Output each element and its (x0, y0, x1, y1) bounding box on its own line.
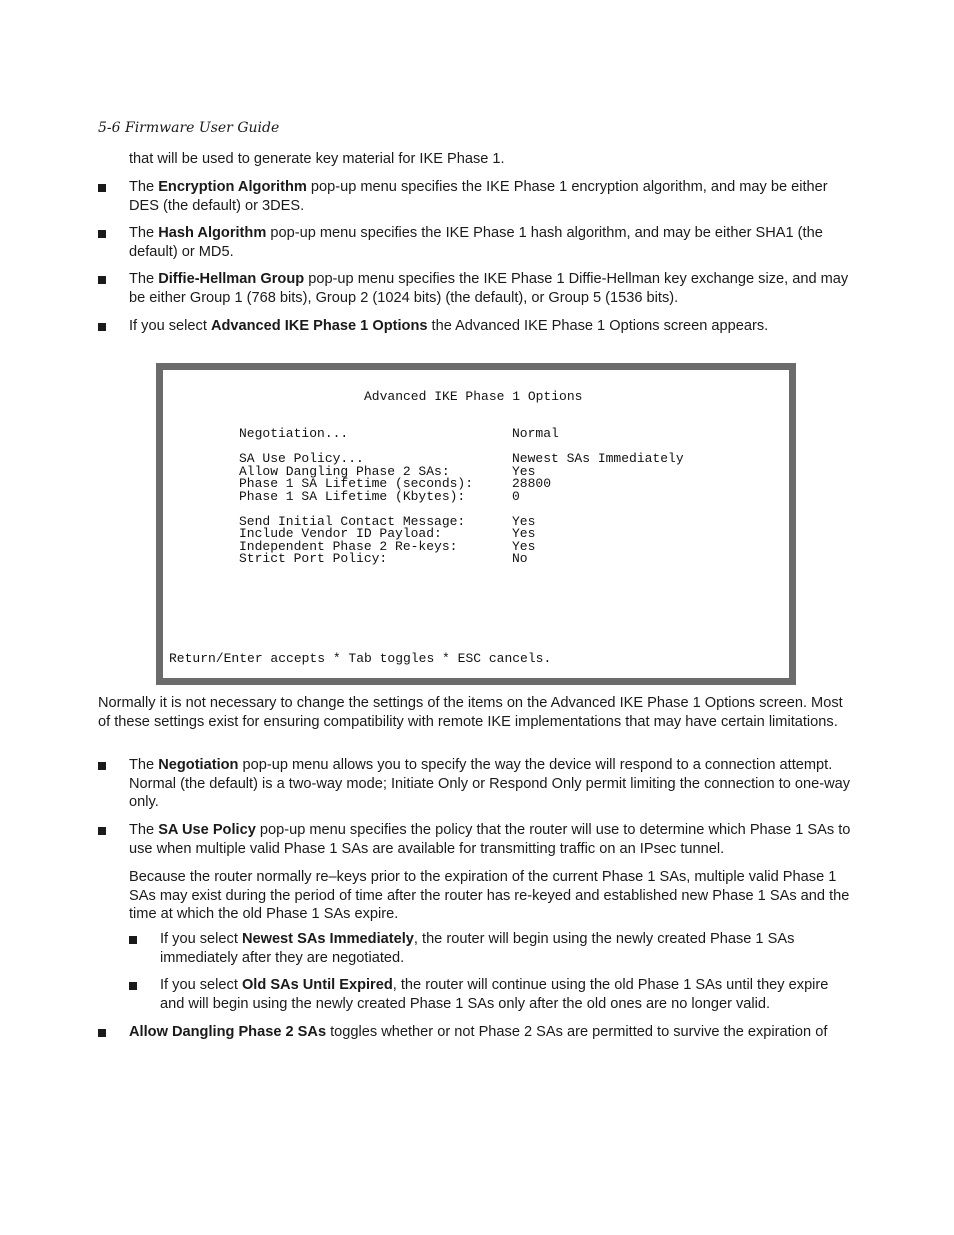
terminal-label-sa-use-policy[interactable]: SA Use Policy... (239, 451, 364, 466)
bullet-diffie-hellman-group: The Diffie-Hellman Group pop-up menu specifies the IKE Phase 1 Diffie-Hellman key exchange size, and may be either Group 1 (768 bits), Group 2 (1024 bits) (the default), or Group 5 (1536 bits). (129, 271, 849, 306)
bullet-marker (98, 762, 106, 770)
bullet-hash-algorithm: The Hash Algorithm pop-up menu specifies the IKE Phase 1 hash algorithm, and may be either SHA1 (the default) or MD5. (129, 225, 823, 260)
terminal-title: Advanced IKE Phase 1 Options (364, 389, 583, 404)
terminal-label-strict-port[interactable]: Strict Port Policy: (239, 551, 388, 566)
terminal-label-independent-rekeys[interactable]: Independent Phase 2 Re-keys: (239, 539, 458, 554)
terminal-value-strict-port[interactable]: No (512, 551, 528, 566)
terminal-value-lifetime-kbytes[interactable]: 0 (512, 489, 520, 504)
terminal-value-sa-use-policy[interactable]: Newest SAs Immediately (512, 451, 684, 466)
sub-bullet-newest: If you select Newest SAs Immediately, the router will begin using the newly created Phase 1 SAs immediately after they are negotiated. (160, 931, 795, 966)
paragraph-normally: Normally it is not necessary to change the settings of the items on the Advanced IKE Phase 1 Options screen. Most of these settings exist for ensuring compatibility with remote IKE implementations that may have certain limitations. (98, 695, 843, 730)
bullet-negotiation: The Negotiation pop-up menu allows you to specify the way the device will respond to a connection attempt. Normal (the default) is a two-way mode; Initiate Only or Respond Only permit limiting the connection to one-way only. (129, 757, 851, 810)
terminal-label-lifetime-seconds[interactable]: Phase 1 SA Lifetime (seconds): (239, 476, 474, 491)
terminal-value-independent-rekeys[interactable]: Yes (512, 539, 536, 554)
term-hash-algorithm: Hash Algorithm (158, 225, 267, 241)
bullet-sa-use-policy: The SA Use Policy pop-up menu specifies the policy that the router will use to determine which Phase 1 SAs to use when multiple valid Phase 1 SAs are available for transmitting traffic on an IPsec tunnel. (129, 822, 851, 857)
bullet-advanced-options: If you select Advanced IKE Phase 1 Options the Advanced IKE Phase 1 Options screen appears. (129, 318, 769, 334)
terminal-value-negotiation[interactable]: Normal (512, 426, 559, 441)
terminal-label-negotiation[interactable]: Negotiation... (239, 426, 349, 441)
terminal-screen (156, 363, 796, 685)
bullet-marker (98, 827, 106, 835)
terminal-footer-hint: Return/Enter accepts * Tab toggles * ESC cancels. (169, 651, 552, 666)
bullet-marker (98, 323, 106, 331)
bullet-marker (98, 276, 106, 284)
term-sa-use-policy: SA Use Policy (158, 822, 256, 838)
term-encryption-algorithm: Encryption Algorithm (158, 179, 307, 195)
bullet-encryption-algorithm: The Encryption Algorithm pop-up menu specifies the IKE Phase 1 encryption algorithm, and may be either DES (the default) or 3DES. (129, 179, 828, 214)
terminal-value-allow-dangling[interactable]: Yes (512, 464, 536, 479)
terminal-value-initial-contact[interactable]: Yes (512, 514, 536, 529)
term-advanced-ike-options: Advanced IKE Phase 1 Options (210, 318, 428, 334)
term-old-sas: Old SAs Until Expired (241, 977, 393, 993)
sub-bullet-marker (129, 936, 137, 944)
sub-bullet-marker (129, 982, 137, 990)
terminal-value-vendor-id[interactable]: Yes (512, 526, 536, 541)
bullet-allow-dangling: Allow Dangling Phase 2 SAs toggles whether or not Phase 2 SAs are permitted to survive the expiration of (129, 1024, 828, 1040)
bullet-marker (98, 230, 106, 238)
page-header: 5-6 Firmware User Guide (98, 120, 280, 136)
term-newest-sas: Newest SAs Immediately (241, 931, 414, 947)
bullet-marker (98, 1029, 106, 1037)
term-diffie-hellman-group: Diffie-Hellman Group (158, 271, 305, 287)
terminal-label-initial-contact[interactable]: Send Initial Contact Message: (239, 514, 466, 529)
sub-bullet-old: If you select Old SAs Until Expired, the router will continue using the old Phase 1 SAs until they expire and will begin using the newly created Phase 1 SAs only after the old ones are no longer valid. (160, 977, 829, 1012)
bullet-marker (98, 184, 106, 192)
terminal-label-allow-dangling[interactable]: Allow Dangling Phase 2 SAs: (239, 464, 450, 479)
continuation-text: that will be used to generate key material for IKE Phase 1. (129, 151, 505, 167)
paragraph-because: Because the router normally re–keys prior to the expiration of the current Phase 1 SAs, multiple valid Phase 1 SAs may exist during the period of time after the router has re-keyed and established new Phase 1 SAs and the time at which the old Phase 1 SAs expire. (129, 869, 850, 922)
terminal-label-vendor-id[interactable]: Include Vendor ID Payload: (239, 526, 442, 541)
term-negotiation: Negotiation (158, 757, 239, 773)
terminal-label-lifetime-kbytes[interactable]: Phase 1 SA Lifetime (Kbytes): (239, 489, 466, 504)
term-allow-dangling: Allow Dangling Phase 2 SAs (129, 1024, 327, 1040)
terminal-value-lifetime-seconds[interactable]: 28800 (512, 476, 552, 491)
